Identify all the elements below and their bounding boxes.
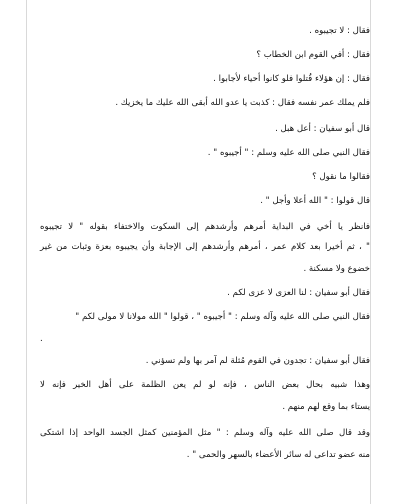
text-line: فقال النبي صلى الله عليه وسلم : " أجيبوه " .	[207, 148, 370, 158]
text-line: فقالوا ما نقول ؟	[312, 172, 370, 182]
text-line: وقد قال صلى الله عليه وآله وسلم : " مثل المؤمنين كمثل الجسد الواحد إذا اشتكى	[40, 428, 370, 438]
page-right-edge	[370, 0, 371, 504]
page-left-edge	[26, 0, 27, 504]
text-line: يستاء بما وقع لهم منهم .	[282, 402, 370, 412]
text-line: فقال : أفي القوم ابن الخطاب ؟	[256, 50, 370, 60]
text-line: فانظر يا أخي في البداية أمرهم وأرشدهم إلى السكوت والاختفاء بقوله " لا تجيبوه	[40, 222, 370, 232]
text-line: فقال أبو سفيان : تجدون في القوم مُثلة لم آمر بها ولم تسؤني .	[145, 356, 370, 366]
text-line: " ، ثم أخيرا بعد كلام عمر ، أمرهم وأرشدهم إلى الإجابة وأن يجيبوه بعزة وثبات من غير	[40, 242, 370, 252]
text-line: منه عضو تداعى له سائر الأعضاء بالسهر والحمى " .	[186, 450, 370, 460]
text-line: فلم يملك عمر نفسه فقال : كذبت يا عدو الله أبقى الله عليك ما يخزيك .	[115, 98, 370, 108]
text-line: قال قولوا : " الله أعلا وأجل " .	[260, 196, 370, 206]
text-line: فقال : لا تجيبوه .	[309, 26, 370, 36]
text-line: وهذا شبيه بحال بعض الناس ، فإنه لو لم يعن الظلمة على أهل الخير فإنه لا	[40, 380, 370, 390]
text-line: قال أبو سفيان : أعل هبل .	[275, 124, 370, 134]
text-line: فقال النبي صلى الله عليه وآله وسلم : " أجيبوه " ، قولوا " الله مولانا لا مولى لكم "	[75, 312, 370, 322]
text-line: فقال : إن هؤلاء قُتلوا فلو كانوا أحياء لأجابوا .	[213, 74, 370, 84]
text-line: .	[40, 334, 43, 344]
text-line: فقال أبو سفيان : لنا العزى لا عزى لكم .	[227, 288, 370, 298]
text-line: خضوع ولا مسكنة .	[303, 264, 370, 274]
